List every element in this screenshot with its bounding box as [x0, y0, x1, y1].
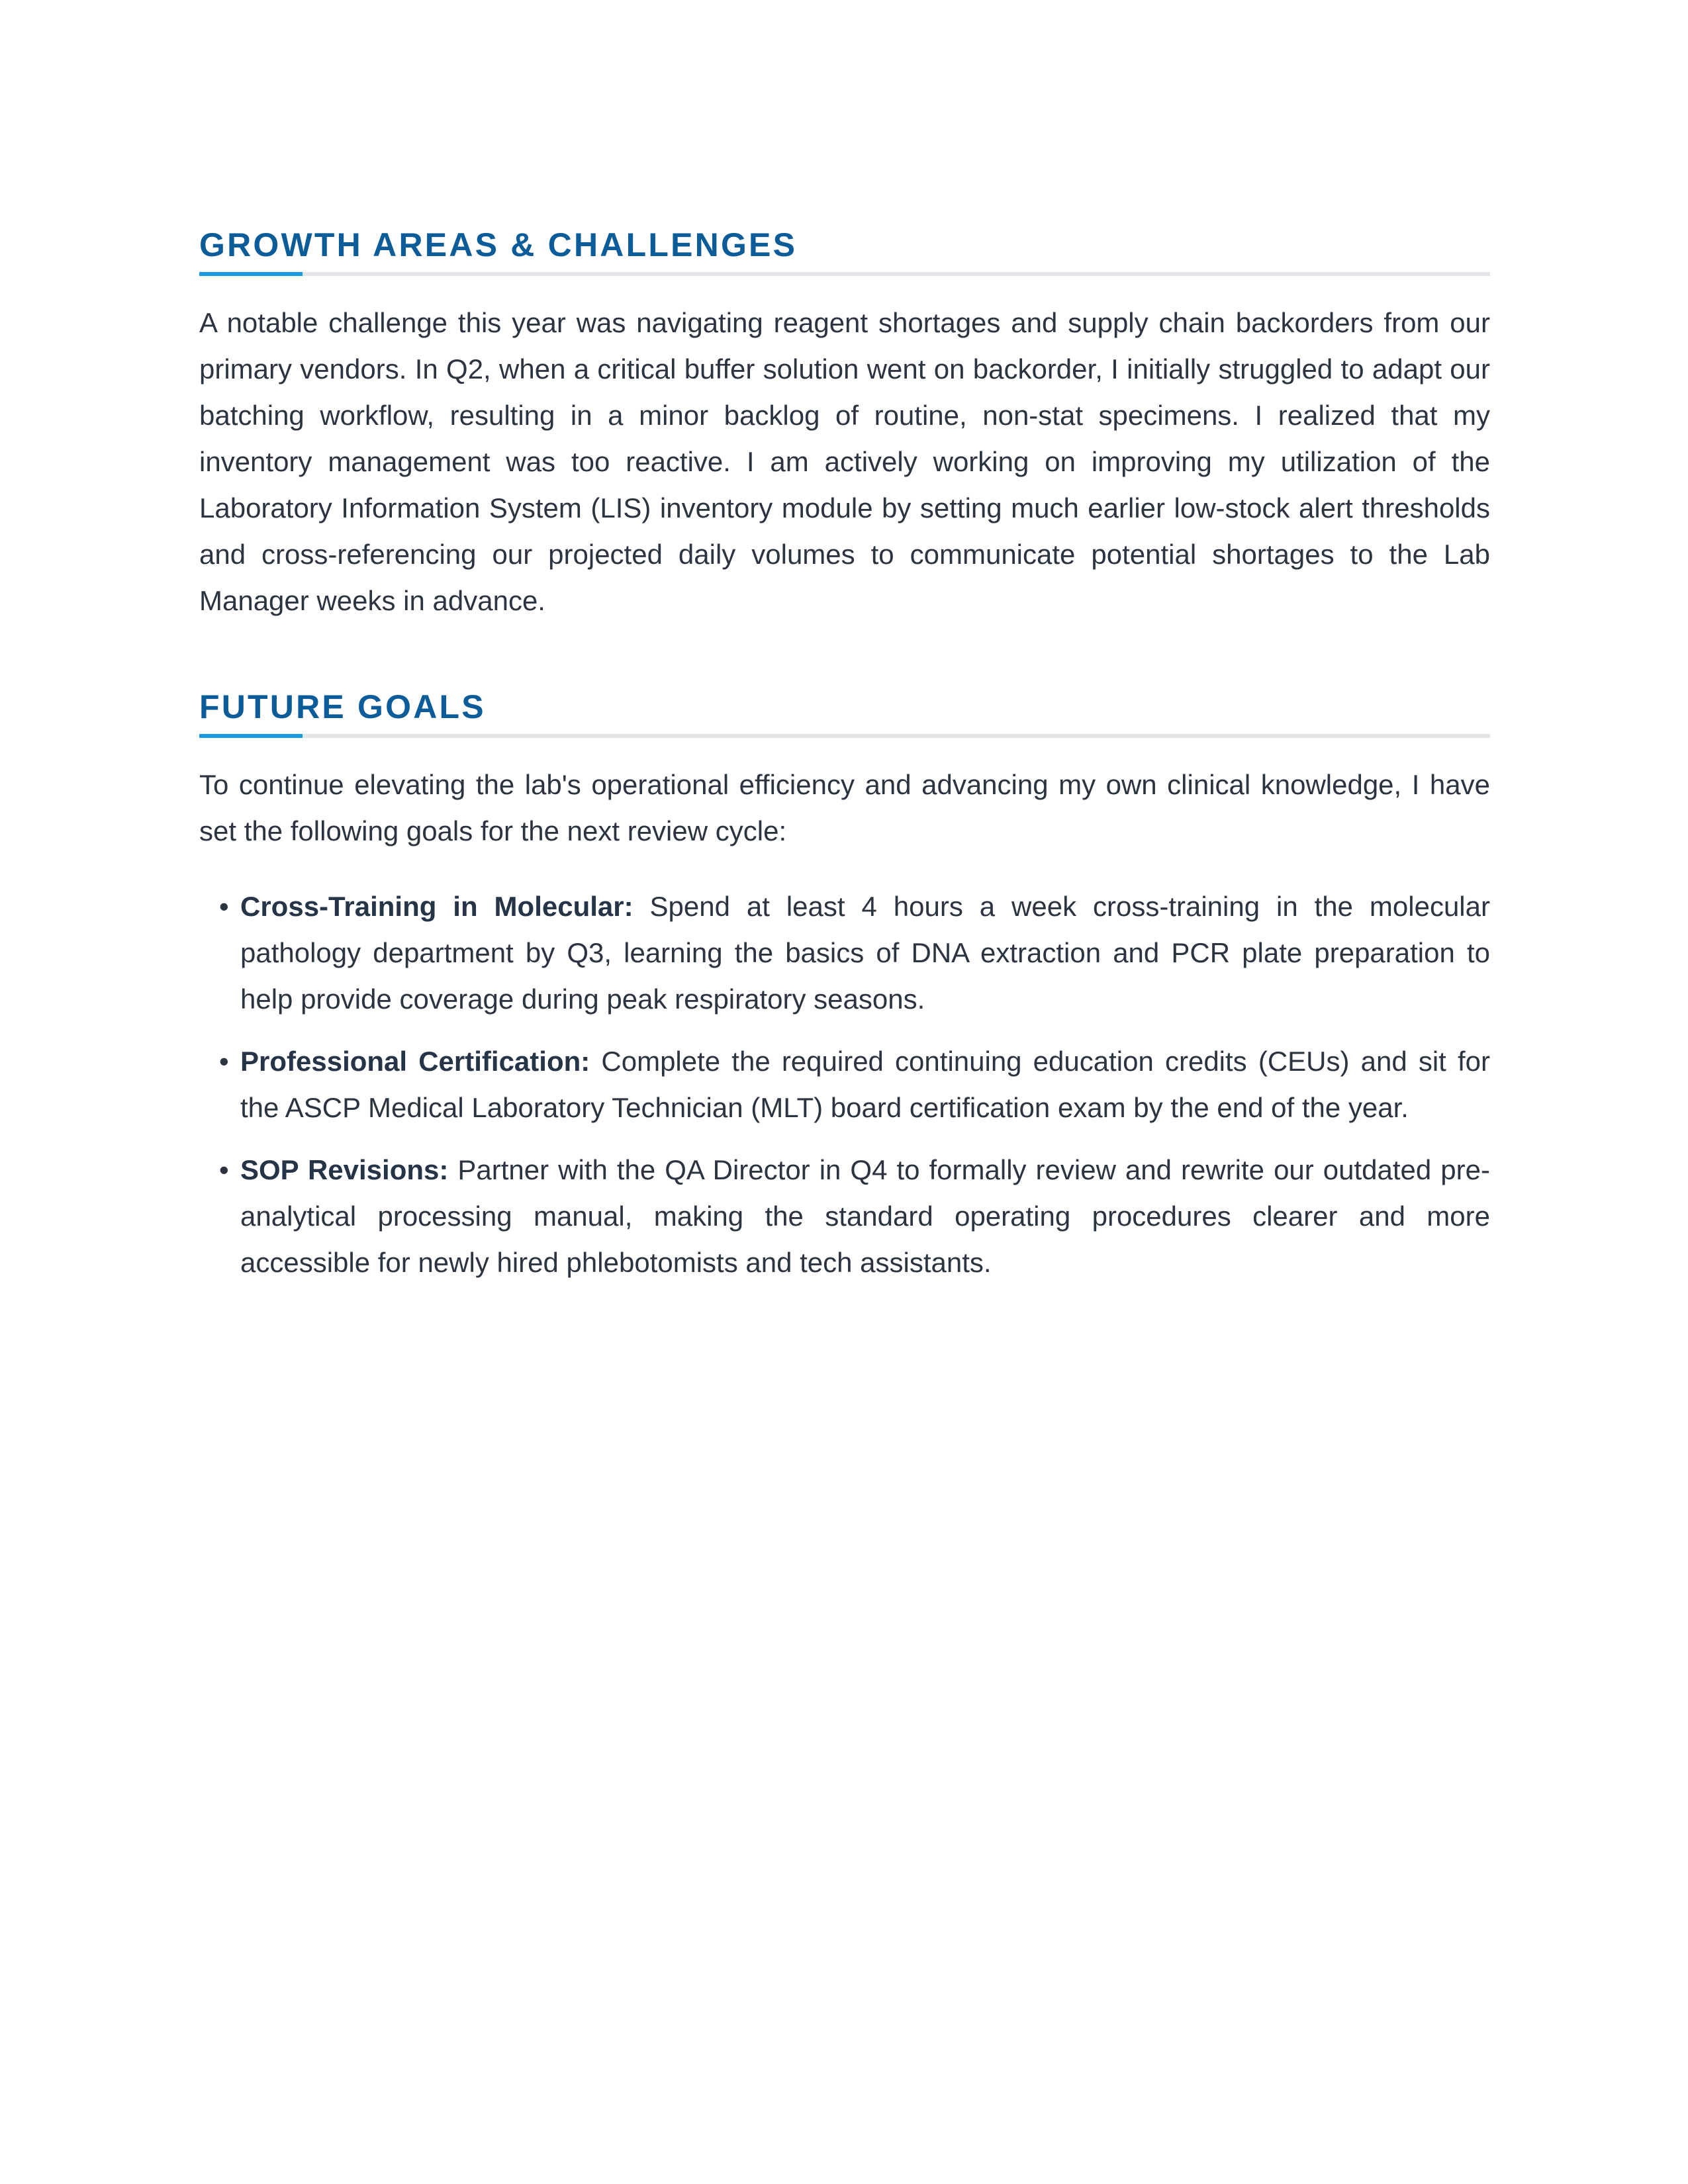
bullet-icon: •: [219, 1046, 229, 1077]
growth-areas-section: [199, 228, 1490, 624]
list-item: [199, 1147, 1490, 1286]
goal-text: Spend at least 4 hours a week cross-training in the molecular pathology department by Q3, learning the basics of DNA extraction and PCR plate preparation to help provide coverage during peak respiratory seasons.: [240, 891, 1490, 1015]
future-intro-paragraph: To continue elevating the lab's operational efficiency and advancing my own clinical knowledge, I have set the following goals for the next review cycle:: [199, 769, 1490, 846]
section-divider-accent: [199, 272, 303, 276]
document-page: [199, 228, 1490, 1302]
goal-text: Partner with the QA Director in Q4 to formally review and rewrite our outdated pre-analytical processing manual, making the standard operating procedures clearer and more accessible for newly hired phlebotomists and tech assistants.: [240, 1154, 1490, 1278]
list-item: [199, 884, 1490, 1023]
bullet-icon: •: [219, 1154, 229, 1185]
goals-list: [199, 884, 1490, 1286]
section-divider: [199, 734, 1490, 738]
goal-text: Complete the required continuing education credits (CEUs) and sit for the ASCP Medical Laboratory Technician (MLT) board certification exam by the end of the year.: [240, 1046, 1490, 1123]
section-divider-accent: [199, 734, 303, 738]
goal-title: SOP Revisions:: [240, 1154, 458, 1185]
goal-title: Cross-Training in Molecular:: [240, 891, 650, 922]
section-heading-growth: GROWTH AREAS & CHALLENGES: [199, 226, 798, 263]
section-heading-future: FUTURE GOALS: [199, 688, 486, 725]
section-divider: [199, 272, 1490, 276]
list-item: [199, 1038, 1490, 1131]
future-goals-section: [199, 690, 1490, 1286]
bullet-icon: •: [219, 891, 229, 922]
growth-paragraph: A notable challenge this year was navigating reagent shortages and supply chain backorders from our primary vendors. In Q2, when a critical buffer solution went on backorder, I initially struggled to adapt our batching workflow, resulting in a minor backlog of routine, non-stat specimens. I realized that my inventory management was too reactive. I am actively working on improving my utilization of the Laboratory Information System (LIS) inventory module by setting much earlier low-stock alert thresholds and cross-referencing our projected daily volumes to communicate potential shortages to the Lab Manager weeks in advance.: [199, 307, 1490, 616]
goal-title: Professional Certification:: [240, 1046, 602, 1077]
